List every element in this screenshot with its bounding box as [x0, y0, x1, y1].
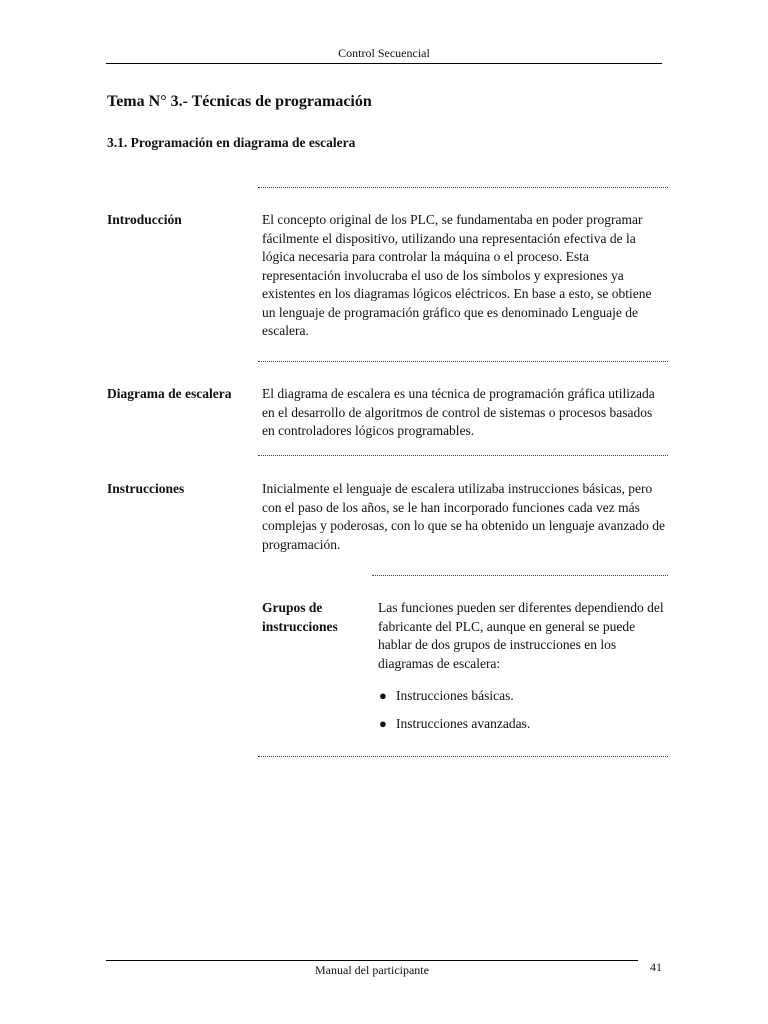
dotted-separator	[258, 756, 668, 757]
footer-rule	[106, 960, 638, 961]
list-item	[378, 687, 668, 706]
introduccion-text: El concepto original de los PLC, se fundamentaba en poder programar fácilmente el dispositivo, utilizando una representación efectiva de la lógica necesaria para controlar la máquina o el proceso. Esta representación involucraba el uso de los símbolos y expresiones ya existentes en los diagramas lógicos eléctricos. En base a esto, se obtiene un lenguaje de programación gráfico que es denominado Lenguaje de escalera.	[262, 212, 652, 338]
page-footer-title: Manual del participante	[315, 963, 429, 977]
diagrama-text: El diagrama de escalera es una técnica de programación gráfica utilizada en el desarrollo de algoritmos de control de sistemas o procesos basados en controladores lógicos programables.	[262, 386, 655, 438]
grupos-text: Las funciones pueden ser diferentes dependiendo del fabricante del PLC, aunque en general se puede hablar de dos grupos de instrucciones en los diagramas de escalera:	[378, 600, 664, 671]
list-item-text: Instrucciones avanzadas.	[396, 715, 531, 731]
dotted-separator	[258, 361, 668, 362]
dotted-separator	[372, 575, 668, 576]
section-title: 3.1. Programación en diagrama de escalera	[107, 135, 356, 150]
header-rule	[106, 63, 662, 64]
instrucciones-text: Inicialmente el lenguaje de escalera utilizaba instrucciones básicas, pero con el paso de los años, se le han incorporado funciones cada vez más complejas y poderosas, con lo que se ha obtenido un lenguaje avanzado de programación.	[262, 481, 665, 552]
bullet-icon: ●	[379, 688, 387, 703]
bullet-icon: ●	[379, 715, 387, 731]
grupos-label: Grupos de instrucciones	[262, 600, 338, 634]
page-number: 41	[650, 960, 662, 974]
page-header-title: Control Secuencial	[338, 46, 430, 60]
list-item-text: Instrucciones básicas.	[396, 688, 514, 703]
dotted-separator	[258, 455, 668, 456]
chapter-title: Tema N° 3.- Técnicas de programación	[107, 93, 372, 110]
instrucciones-label: Instrucciones	[107, 481, 185, 496]
bullet-list	[378, 687, 668, 742]
list-item	[378, 715, 668, 734]
diagrama-label: Diagrama de escalera	[107, 386, 232, 401]
dotted-separator	[258, 187, 668, 188]
introduccion-label: Introducción	[107, 212, 182, 227]
